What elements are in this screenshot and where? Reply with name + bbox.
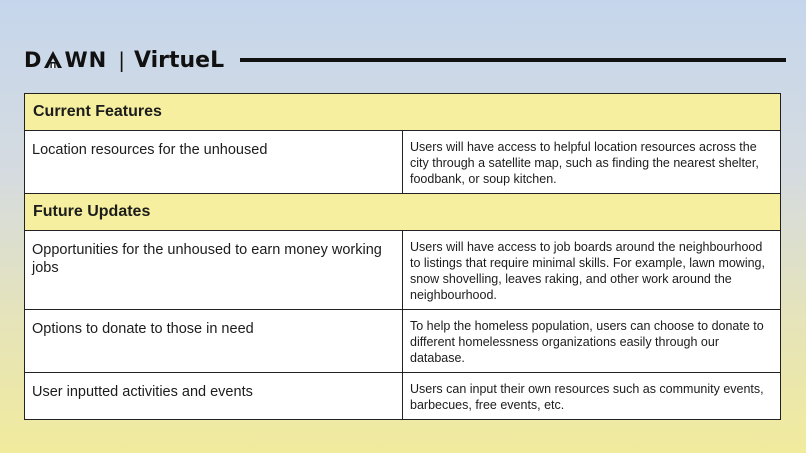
header-separator: |	[118, 48, 125, 72]
section-future-updates	[25, 194, 781, 231]
dawn-logo	[24, 48, 107, 72]
product-name: VirtueL	[133, 47, 225, 73]
feature-cell: Opportunities for the unhoused to earn money working jobs	[25, 231, 403, 310]
section-heading: Future Updates	[25, 194, 781, 231]
feature-cell: User inputted activities and events	[25, 373, 403, 420]
description-cell: Users will have access to helpful location resources across the city through a satellite map, such as finding the nearest shelter, foodbank, or soup kitchen.	[403, 131, 781, 194]
feature-cell: Location resources for the unhoused	[25, 131, 403, 194]
description-cell: Users can input their own resources such as community events, barbecues, free events, etc.	[403, 373, 781, 420]
header-rule	[240, 58, 786, 62]
table-row	[25, 373, 781, 420]
feature-cell: Options to donate to those in need	[25, 310, 403, 373]
section-heading: Current Features	[25, 94, 781, 131]
table-row	[25, 231, 781, 310]
logo-letters-wn: WN	[64, 48, 108, 72]
house-icon	[43, 50, 63, 70]
brand-header	[24, 44, 224, 76]
table-row	[25, 310, 781, 373]
section-current-features	[25, 94, 781, 131]
features-table	[24, 93, 781, 420]
description-cell: Users will have access to job boards around the neighbourhood to listings that require minimal skills. For example, lawn mowing, snow shovelling, leaves raking, and other work around the neighbourhood.	[403, 231, 781, 310]
table-row	[25, 131, 781, 194]
description-cell: To help the homeless population, users can choose to donate to different homelessness organizations easily through our database.	[403, 310, 781, 373]
logo-letter-d: D	[24, 48, 43, 72]
